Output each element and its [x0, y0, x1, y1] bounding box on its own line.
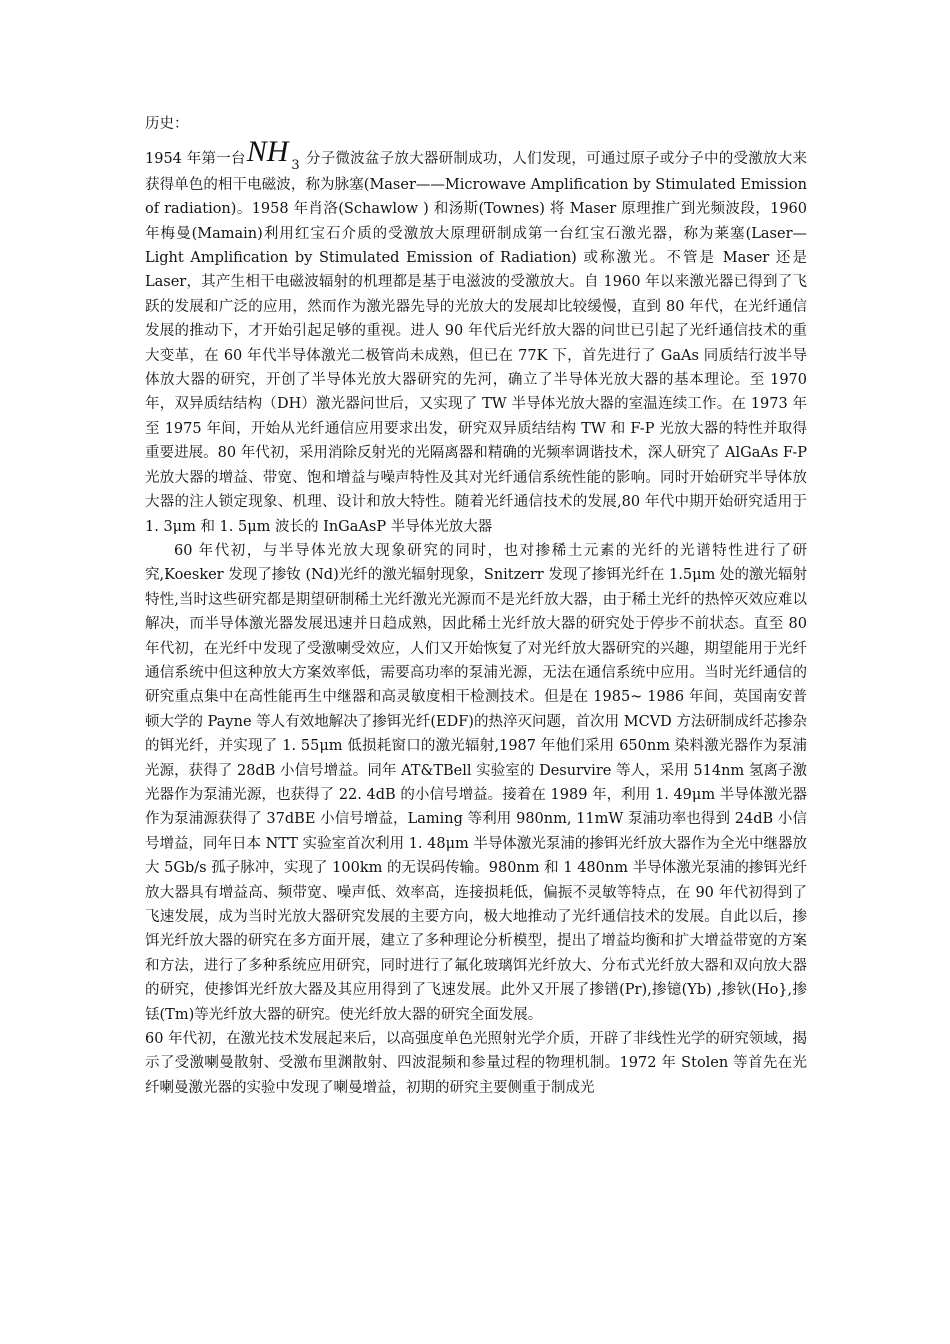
document-page	[145, 112, 807, 1100]
paragraph-history-1	[145, 135, 807, 539]
paragraph-1-body: 分子微波盆子放大器研制成功，人们发现，可通过原子或分子中的受激放大来获得单色的相干电磁波，称为脉塞(Maser——Microwave Amplification by Stimulated Emission of radiation)。1958 年肖洛(Schawlow ) 和汤斯(Townes) 将 Maser 原理推广到光频波段，1960 年梅曼(Mamain)利用红宝石介质的受激放大原理研制成第一台红宝石激光器，称为莱塞(Laser—Light Amplification by Stimulated Emission of Radiation) 或称激光。不管是 Maser 还是 Laser，其产生相干电磁波辐射的机理都是基于电滋波的受激放大。自 1960 年以来激光器已得到了飞跃的发展和广泛的应用，然而作为激光器先导的光放大的发展却比较缓慢，直到 80 年代，在光纤通信发展的推动下，才开始引起足够的重视。进人 90 年代后光纤放大器的问世已引起了光纤通信技术的重大变革，在 60 年代半导体激光二极管尚未成熟，但已在 77K 下，首先进行了 GaAs 同质结行波半导体放大器的研究，开创了半导体光放大器研究的先河，确立了半导体光放大器的基本理论。至 1970 年，双异质结结构（DH）激光器问世后，又实现了 TW 半导体光放大器的室温连续工作。在 1973 年至 1975 年间，开始从光纤通信应用要求出发，研究双异质结结构 TW 和 F-P 光放大器的特性并取得重要进展。80 年代初，采用消除反射光的光隔离器和精确的光频率调谐技术，深人研究了 AlGaAs F-P 光放大器的增益、带宽、饱和增益与噪声特性及其对光纤通信系统性能的影响。同时开始研究半导体放大器的注人锁定现象、机理、设计和放大特性。随着光纤通信技术的发展,80 年代中期开始研究适用于 1. 3μm 和 1. 5μm 波长的 InGaAsP 半导体光放大器	[145, 151, 807, 535]
nh3-subscript: 3	[291, 158, 300, 174]
paragraph-history-2: 60 年代初，与半导体光放大现象研究的同时，也对掺稀土元素的光纤的光谱特性进行了研究,Koesker 发现了掺钕 (Nd)光纤的激光辐射现象，Snitzerr 发现了掺铒光纤在 1.5μm 处的激光辐射特性,当时这些研究都是期望研制稀土光纤激光光源而不是光纤放大器，由于稀土光纤的热悴灭效应难以解决，而半导体激光器发展迅速并日趋成熟，因此稀土光纤放大器的研究处于停步不前状态。直至 80 年代初，在光纤中发现了受激喇受效应，人们又开始恢复了对光纤放大器研究的兴趣，期望能用于光纤通信系统中但这种放大方案效率低，需要高功率的泵浦光源，无法在通信系统中应用。当时光纤通信的研究重点集中在高性能再生中继器和高灵敏度相干检测技术。但是在 1985~ 1986 年间，英国南安普顿大学的 Payne 等人有效地解决了掺铒光纤(EDF)的热淬灭问题，首次用 MCVD 方法研制成纤芯掺杂的铒光纤，并实现了 1. 55μm 低损耗窗口的激光辐射,1987 年他们采用 650nm 染料激光器作为泵浦光源，获得了 28dB 小信号增益。同年 AT&TBell 实验室的 Desurvire 等人，采用 514nm 氢离子激光器作为泵浦光源，也获得了 22. 4dB 的小信号增益。接着在 1989 年，利用 1. 49μm 半导体激光器作为泵浦源获得了 37dBE 小信号增益，Laming 等利用 980nm, 11mW 泵浦功率也得到 24dB 小信号增益，同年日本 NTT 实验室首次利用 1. 48μm 半导体激光泵浦的掺铒光纤放大器作为全光中继器放大 5Gb/s 孤子脉冲，实现了 100km 的无误码传输。980nm 和 1 480nm 半导体激光泵浦的掺铒光纤放大器具有增益高、频带宽、噪声低、效率高，连接损耗低，偏振不灵敏等特点，在 90 年代初得到了飞速发展，成为当时光放大器研究发展的主要方向，极大地推动了光纤通信技术的发展。自此以后，掺饵光纤放大器的研究在多方面开展，建立了多种理论分析模型，提出了增益均衡和扩大增益带宽的方案和方法，进行了多种系统应用研究，同时进行了氟化玻璃饵光纤放大、分布式光纤放大器和双向放大器的研究，使掺饵光纤放大器及其应用得到了飞速发展。此外又开展了掺镨(Pr),掺镱(Yb) ,掺钬(Ho},掺铥(Tm)等光纤放大器的研究。使光纤放大器的研究全面发展。	[145, 542, 807, 1023]
paragraph-history-3: 60 年代初，在激光技术发展起来后，以高强度单色光照射光学介质，开辟了非线性光学的研究领域，揭示了受激喇曼散射、受激布里渊散射、四波混频和参量过程的物理机制。1972 年 Stolen 等首先在光纤喇曼激光器的实验中发现了喇曼增益，初期的研究主要侧重于制成光	[145, 1031, 807, 1096]
nh3-formula: NH	[246, 135, 289, 169]
section-heading: 历史：	[145, 116, 189, 132]
paragraph-1-lead: 1954 年第一台	[145, 151, 246, 168]
